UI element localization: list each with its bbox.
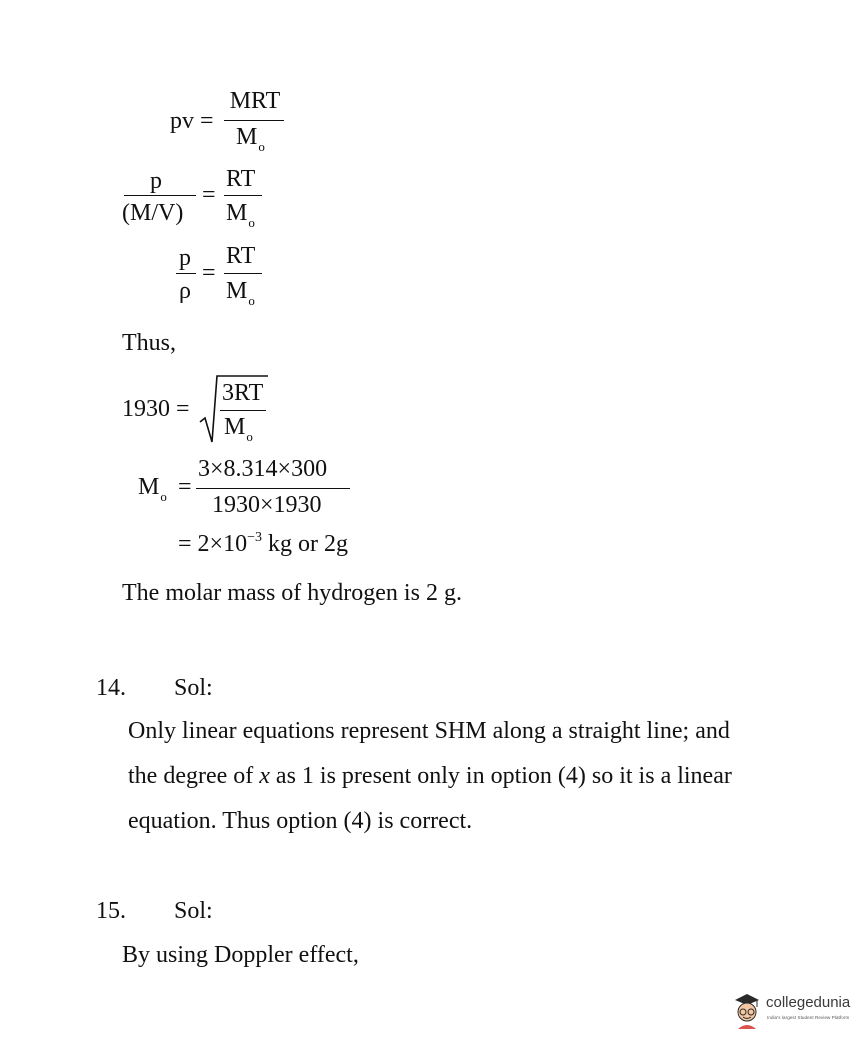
eq3-right-numerator: RT [226,243,256,269]
eq1-denominator: $M_o$ [236,124,265,154]
eq3-denominator: ρ [179,278,191,304]
eq4-lhs: 1930 = [122,396,190,422]
thus-text: Thus, [122,330,176,356]
q14-line-2: the degree of x as 1 is present only in option (4) so it is a linear [128,763,732,789]
eq1-fraction-bar [224,120,284,121]
eq1-numerator: MRT [229,88,281,114]
logo-name: collegedunia [766,994,851,1011]
q14-number: 14. [96,675,126,701]
q15-sol-label: Sol: [174,898,213,924]
eq2-numerator: p [150,168,162,194]
eq3-fraction-bar-left [176,273,196,274]
eq3-fraction-bar-right [224,273,262,274]
q15-number: 15. [96,898,126,924]
eq5-lhs: $M_o$ [138,474,167,504]
q14-sol-label: Sol: [174,675,213,701]
eq3-numerator: p [179,245,191,271]
q14-line-3: equation. Thus option (4) is correct. [128,808,473,834]
logo-tagline: India's largest Student Review Platform [767,1015,850,1020]
q15-line-1: By using Doppler effect, [122,942,359,968]
eq5-equals: = [178,474,192,500]
eq5-denominator: 1930×1930 [212,492,322,518]
conclusion-text: The molar mass of hydrogen is 2 g. [122,580,462,606]
collegedunia-logo [730,990,856,1030]
q14-line-1: Only linear equations represent SHM along a straight line; and [128,718,730,744]
eq2-equals: = [202,182,216,208]
eq2-fraction-bar-left [124,195,196,196]
eq4-denominator: $M_o$ [224,414,253,444]
eq4-fraction-bar [220,410,266,411]
eq4-numerator: 3RT [222,380,264,406]
eq2-right-numerator: RT [226,166,256,192]
eq5-fraction-bar [196,488,350,489]
eq2-right-denominator: $M_o$ [226,200,255,230]
eq2-denominator: (M/V) [122,200,184,226]
eq2-fraction-bar-right [224,195,262,196]
eq3-right-denominator: $M_o$ [226,278,255,308]
eq1-lhs: pv = [170,108,214,134]
eq3-equals: = [202,260,216,286]
eq5-numerator: 3×8.314×300 [198,456,328,482]
eq6-result: = $2\times 10^{-3}$ kg or 2g [178,530,348,557]
student-mascot-icon [730,990,764,1030]
